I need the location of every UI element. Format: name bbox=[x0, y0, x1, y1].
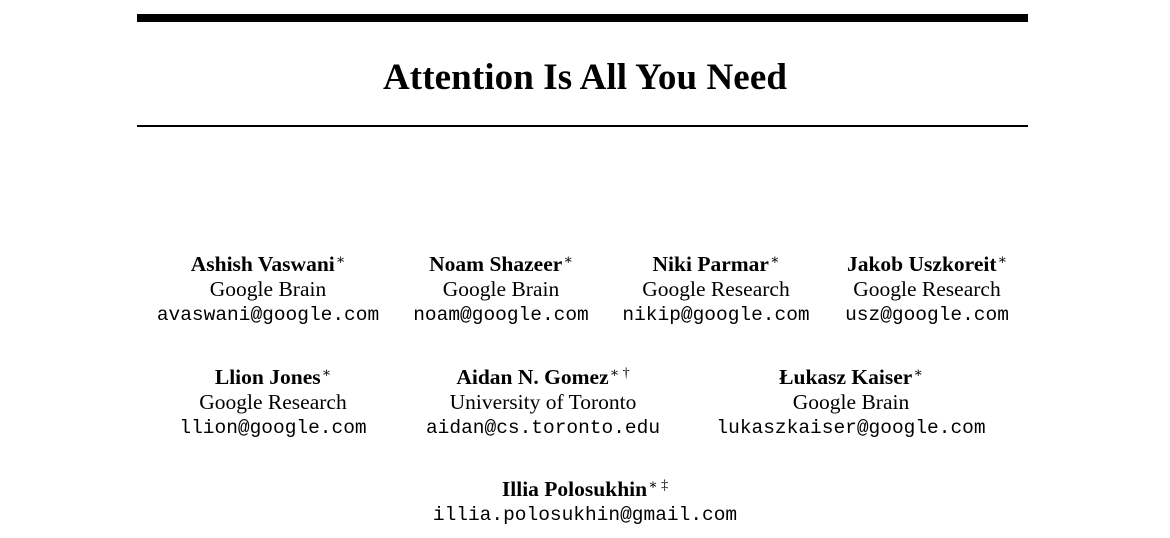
author-affiliation: University of Toronto bbox=[449, 390, 637, 414]
author-name: Jakob Uszkoreit bbox=[846, 252, 997, 276]
author-marks: ∗ bbox=[563, 253, 573, 268]
author-block bbox=[433, 477, 737, 528]
author-email: usz@google.com bbox=[845, 304, 1009, 326]
author-name: Noam Shazeer bbox=[429, 252, 563, 276]
title-top-rule bbox=[137, 14, 1028, 22]
author-name: Aidan N. Gomez bbox=[456, 365, 609, 389]
author-block bbox=[413, 252, 589, 328]
author-block bbox=[179, 365, 366, 441]
author-block bbox=[426, 365, 660, 441]
author-affiliation: Google Research bbox=[853, 277, 1001, 301]
author-affiliation: Google Brain bbox=[209, 277, 327, 301]
author-block bbox=[845, 252, 1009, 328]
author-block bbox=[716, 365, 985, 441]
author-email: illia.polosukhin@gmail.com bbox=[432, 504, 738, 526]
author-affiliation: Google Brain bbox=[792, 390, 910, 414]
author-marks: ∗ bbox=[321, 366, 332, 381]
author-email: avaswani@google.com bbox=[156, 304, 380, 326]
author-name-line bbox=[433, 477, 737, 502]
author-marks: ∗ † bbox=[609, 366, 630, 381]
author-marks: ∗ bbox=[335, 253, 346, 268]
author-affiliation: Google Research bbox=[199, 390, 347, 414]
author-name: Llion Jones bbox=[214, 365, 321, 389]
title-bottom-rule bbox=[137, 125, 1028, 127]
author-email: aidan@cs.toronto.edu bbox=[425, 417, 661, 439]
author-name-line bbox=[426, 365, 660, 390]
author-name: Niki Parmar bbox=[652, 252, 769, 276]
paper-title: Attention Is All You Need bbox=[382, 57, 788, 98]
author-name-line bbox=[622, 252, 809, 277]
author-email: noam@google.com bbox=[413, 304, 589, 326]
author-block bbox=[157, 252, 379, 328]
author-marks: ∗ bbox=[913, 366, 923, 381]
author-block bbox=[622, 252, 809, 328]
author-name: Illia Polosukhin bbox=[501, 477, 648, 501]
author-email: lukaszkaiser@google.com bbox=[716, 417, 986, 439]
author-email: nikip@google.com bbox=[622, 304, 810, 326]
author-name-line bbox=[716, 365, 985, 390]
author-marks: ∗ bbox=[769, 253, 780, 268]
author-marks: ∗ ‡ bbox=[648, 478, 669, 493]
author-name-line bbox=[179, 365, 366, 390]
author-affiliation: Google Brain bbox=[442, 277, 560, 301]
author-name-line bbox=[157, 252, 379, 277]
author-name-line bbox=[413, 252, 589, 277]
author-email: llion@google.com bbox=[179, 417, 367, 439]
author-marks: ∗ bbox=[997, 253, 1008, 268]
author-name: Łukasz Kaiser bbox=[779, 365, 913, 389]
author-affiliation: Google Research bbox=[642, 277, 790, 301]
author-name-line bbox=[845, 252, 1009, 277]
author-name: Ashish Vaswani bbox=[190, 252, 335, 276]
